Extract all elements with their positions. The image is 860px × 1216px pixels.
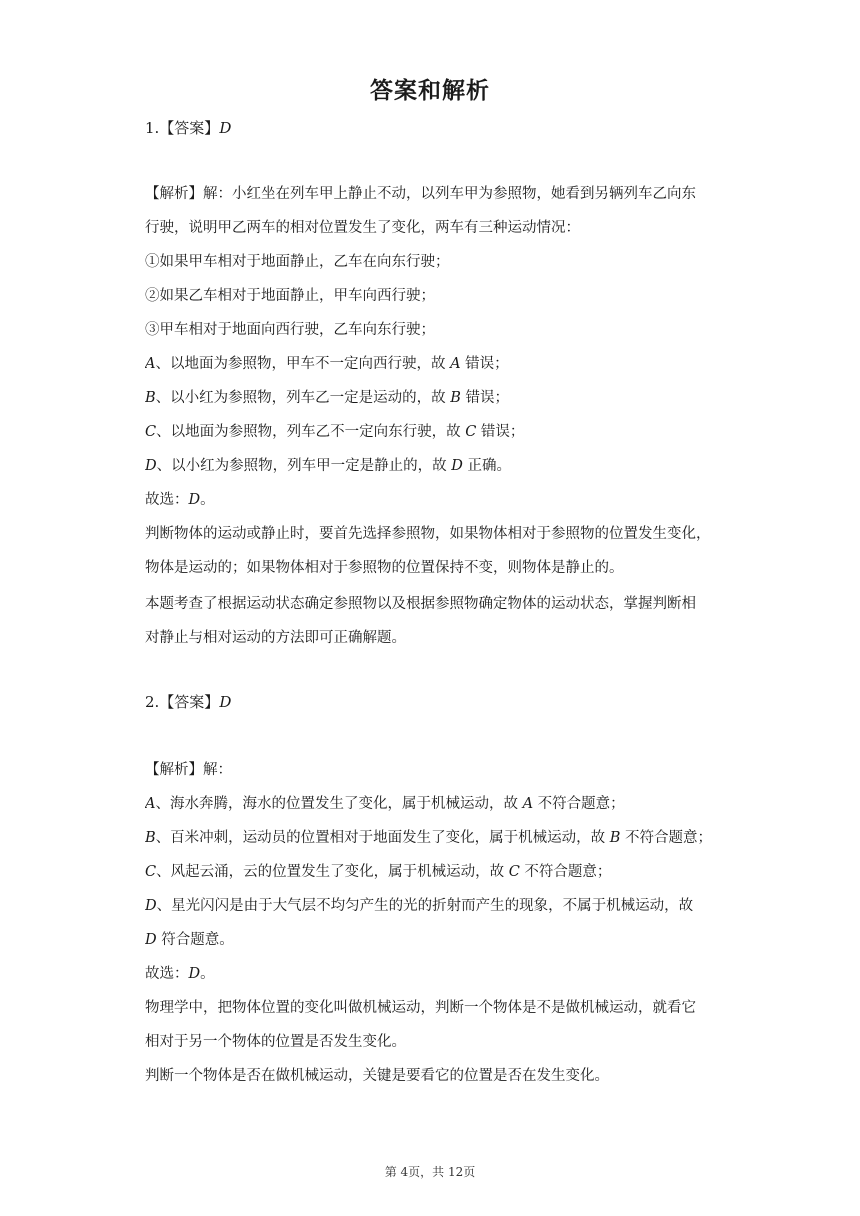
q2-option-b — [145, 828, 720, 848]
option-letter: B — [145, 830, 156, 846]
choice-suffix: 。 — [200, 492, 215, 508]
option-text: 、百米冲刺，运动员的位置相对于地面发生了变化，属于机械运动，故 — [155, 830, 610, 846]
option-letter: B — [145, 390, 156, 406]
q2-option-d-continued — [145, 930, 720, 950]
option-ref: B — [450, 390, 461, 406]
option-text: 、风起云涌，云的位置发生了变化，属于机械运动，故 — [156, 864, 509, 880]
option-ref: A — [522, 796, 534, 812]
choice-letter: D — [188, 492, 201, 508]
option-letter: D — [145, 898, 157, 914]
q2-answer-prefix: 2.【答案】 — [145, 693, 220, 711]
option-tail: 正确。 — [462, 458, 511, 474]
page-title: 答案和解析 — [370, 78, 490, 104]
choice-suffix: 。 — [200, 966, 215, 982]
option-text: 、以地面为参照物，列车乙不一定向东行驶，故 — [156, 424, 466, 440]
option-ref: D — [145, 932, 157, 948]
q1-note: 判断物体的运动或静止时，要首先选择参照物，如果物体相对于参照物的位置发生变化， — [145, 526, 711, 542]
q1-option-a — [145, 354, 720, 374]
q2-choice — [145, 964, 720, 984]
q2-option-d — [145, 896, 720, 916]
option-tail: 不符合题意； — [620, 830, 713, 846]
q1-analysis-line: 行驶，说明甲乙两车的相对位置发生了变化，两车有三种运动情况： — [145, 220, 580, 236]
q1-answer-prefix: 1.【答案】 — [145, 119, 220, 137]
option-letter: C — [145, 424, 157, 440]
option-letter: C — [145, 864, 157, 880]
option-text: 、以小红为参照物，列车甲一定是静止的，故 — [156, 458, 452, 474]
q1-answer — [145, 118, 720, 138]
option-text: 、海水奔腾，海水的位置发生了变化，属于机械运动，故 — [155, 796, 523, 812]
q2-answer — [145, 692, 720, 712]
page-footer: 第 4页，共 12页 — [384, 1165, 476, 1179]
q1-case-1: ①如果甲车相对于地面静止，乙车在向东行驶； — [145, 254, 450, 270]
option-text: 、以小红为参照物，列车乙一定是运动的，故 — [155, 390, 451, 406]
choice-prefix: 故选： — [145, 492, 189, 508]
option-ref: D — [451, 458, 463, 474]
q1-case-2: ②如果乙车相对于地面静止，甲车向西行驶； — [145, 288, 435, 304]
q1-choice — [145, 490, 720, 510]
option-letter: D — [145, 458, 157, 474]
q1-note: 物体是运动的；如果物体相对于参照物的位置保持不变，则物体是静止的。 — [145, 560, 624, 576]
option-ref: C — [508, 864, 520, 880]
option-text: 、以地面为参照物，甲车不一定向西行驶，故 — [155, 356, 451, 372]
option-tail: 错误； — [460, 356, 509, 372]
q1-option-b — [145, 388, 720, 408]
q2-note: 相对于另一个物体的位置是否发生变化。 — [145, 1034, 406, 1050]
option-tail: 不符合题意； — [519, 864, 612, 880]
option-tail: 符合题意。 — [156, 932, 234, 948]
option-tail: 错误； — [476, 424, 525, 440]
q2-answer-letter: D — [219, 693, 232, 711]
q1-analysis-line: 【解析】解：小红坐在列车甲上静止不动，以列车甲为参照物，她看到另辆列车乙向东 — [145, 186, 696, 202]
q2-option-a — [145, 794, 720, 814]
q2-note: 判断一个物体是否在做机械运动，关键是要看它的位置是否在发生变化。 — [145, 1068, 609, 1084]
q1-note: 对静止与相对运动的方法即可正确解题。 — [145, 630, 406, 646]
option-ref: A — [450, 356, 461, 372]
option-tail: 不符合题意； — [533, 796, 625, 812]
q1-note: 本题考查了根据运动状态确定参照物以及根据参照物确定物体的运动状态，掌握判断相 — [145, 596, 696, 612]
option-tail: 错误； — [460, 390, 510, 406]
option-text: 、星光闪闪是由于大气层不均匀产生的光的折射而产生的现象，不属于机械运动，故 — [156, 898, 694, 914]
q2-analysis-intro: 【解析】解： — [145, 762, 232, 778]
q1-option-c — [145, 422, 720, 442]
option-ref: C — [465, 424, 477, 440]
option-ref: B — [609, 830, 621, 846]
choice-prefix: 故选： — [145, 966, 189, 982]
option-letter: A — [145, 356, 156, 372]
q1-case-3: ③甲车相对于地面向西行驶，乙车向东行驶； — [145, 322, 435, 338]
choice-letter: D — [188, 966, 201, 982]
q2-option-c — [145, 862, 720, 882]
q1-answer-letter: D — [219, 119, 232, 137]
q2-note: 物理学中，把物体位置的变化叫做机械运动，判断一个物体是不是做机械运动，就看它 — [145, 1000, 696, 1016]
q1-option-d — [145, 456, 720, 476]
option-letter: A — [145, 796, 156, 812]
